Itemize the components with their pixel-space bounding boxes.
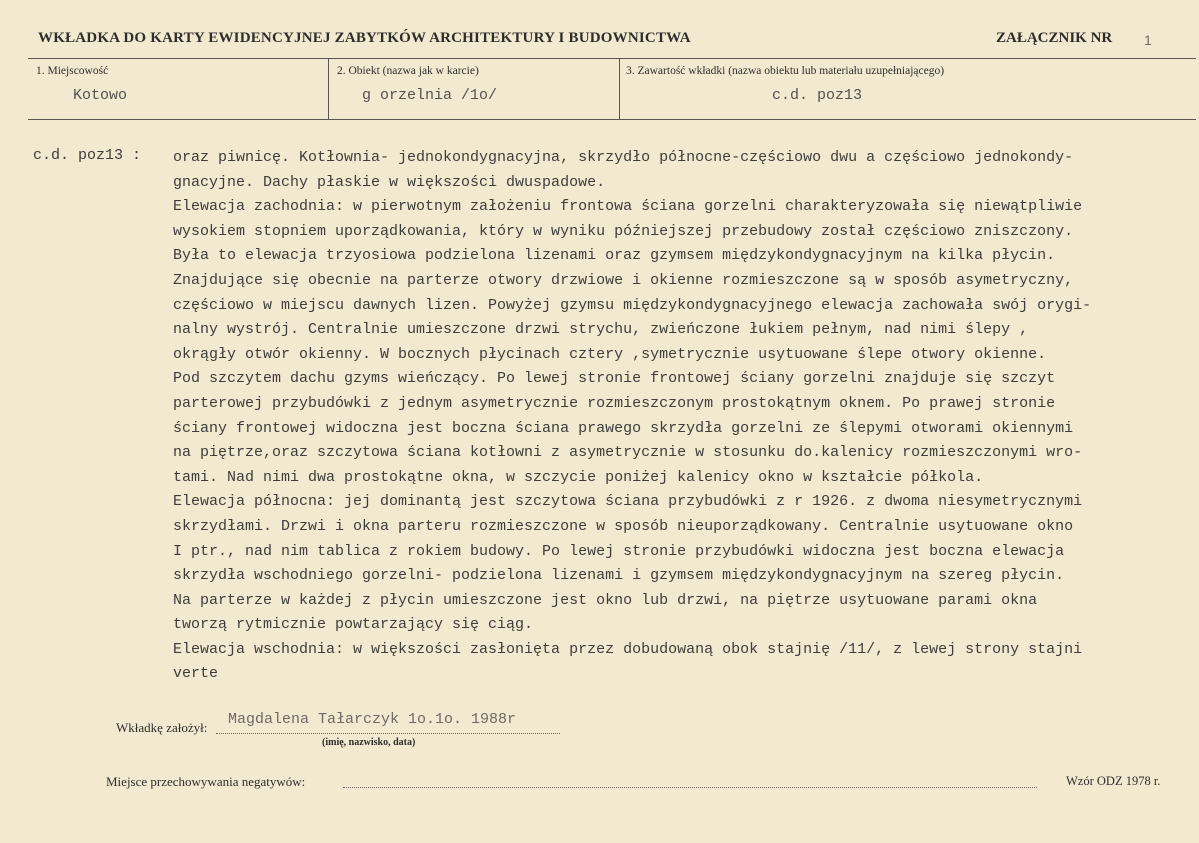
form-title: WKŁADKA DO KARTY EWIDENCYJNEJ ZABYTKÓW ARCHITEKTURY I BUDOWNICTWA xyxy=(38,30,691,46)
negatives-label: Miejsce przechowywania negatywów: xyxy=(106,774,306,789)
text-line: Pod szczytem dachu gzyms wieńczący. Po lewej stronie frontowej ściany gorzelni znajduje się szczyt xyxy=(173,370,1056,388)
text-line: Była to elewacja trzyosiowa podzielona lizenami oraz gzymsem międzykondygnacyjnym na kilka płycin. xyxy=(173,247,1056,265)
text-line: skrzydła wschodniego gorzelni- podzielona lizenami i gzymsem międzykondygnacyjnym na szereg płycin. xyxy=(173,567,1065,585)
field-label-content: 3. Zawartość wkładki (nazwa obiektu lub materiału uzupełniającego) xyxy=(626,65,945,77)
negatives-dotted-line xyxy=(343,787,1037,788)
field-value-content: c.d. poz13 xyxy=(772,87,863,104)
text-line: Elewacja północna: jej dominantą jest szczytowa ściana przybudówki z r 1926. z dwoma niesymetrycznymi xyxy=(173,493,1083,511)
form-template-id: Wzór ODZ 1978 r. xyxy=(1066,774,1161,788)
text-line: oraz piwnicę. Kotłownia- jednokondygnacyjna, skrzydło północne-częściowo dwu a częściowo jednokondy- xyxy=(173,149,1074,166)
text-line: tami. Nad nimi dwa prostokątne okna, w szczycie poniżej kalenicy okno w kształcie półkola. xyxy=(173,468,984,486)
text-line: Znajdujące się obecnie na parterze otwory drzwiowe i okienne rozmieszczone są w sposób asymetryczny, xyxy=(173,271,1074,289)
text-line: Elewacja zachodnia: w pierwotnym założeniu frontowa ściana gorzelni charakteryzowała się niewątpliwie xyxy=(173,198,1083,216)
text-line: Na parterze w każdej z płycin umieszczone jest okno lub drzwi, na piętrze usytuowane parami okna xyxy=(173,591,1038,609)
attachment-number: 1 xyxy=(1144,32,1152,48)
text-line: częściowo w miejscu dawnych lizen. Powyżej gzymsu międzykondygnacyjnego elewacja zachowała swój orygi- xyxy=(173,296,1092,314)
author-value: Magdalena Tałarczyk 1o.1o. 1988r xyxy=(228,711,517,728)
text-line: skrzydłami. Drzwi i okna parteru rozmieszczone w sposób nieuporządkowany. Centralnie usytuowane okno xyxy=(173,517,1074,535)
text-line: na piętrze,oraz szczytowa ściana kotłowni z asymetrycznie w stosunku do.kalenicy rozmieszczonymi wro- xyxy=(173,444,1083,462)
text-line: Elewacja wschodnia: w większości zasłonięta przez dobudowaną obok stajnię /11/, z lewej strony stajni xyxy=(173,640,1083,658)
continuation-reference: c.d. poz13 : xyxy=(33,147,142,164)
field-divider xyxy=(328,58,329,120)
description-text xyxy=(173,146,1193,687)
field-value-object: g orzelnia /1o/ xyxy=(362,87,498,104)
field-label-location: 1. Miejscowość xyxy=(36,65,109,77)
author-hint: (imię, nazwisko, data) xyxy=(322,737,416,748)
field-label-object: 2. Obiekt (nazwa jak w karcie) xyxy=(337,65,479,77)
text-line: gnacyjne. Dachy płaskie w większości dwuspadowe. xyxy=(173,173,606,191)
text-line: nalny wystrój. Centralnie umieszczone drzwi strychu, zwieńczone łukiem pełnym, nad nimi ślepy , xyxy=(173,321,1029,339)
text-line: parterowej przybudówki z jednym asymetrycznie rozmieszczonym prostokątnym oknem. Po prawej stronie xyxy=(173,394,1056,412)
text-line: ściany frontowej widoczna jest boczna ściana prawego skrzydła gorzelni ze ślepymi otworami okiennymi xyxy=(173,419,1074,437)
text-line: verte xyxy=(173,665,219,683)
text-line: tworzą rytmicznie powtarzający się ciąg. xyxy=(173,616,534,634)
field-value-location: Kotowo xyxy=(73,87,128,104)
text-line: wysokiem stopniem uporządkowania, który w wyniku późniejszej przebudowy został częściowo zniszczony. xyxy=(173,222,1074,240)
author-dotted-line xyxy=(216,733,560,734)
fields-box xyxy=(28,58,1196,120)
attachment-label: ZAŁĄCZNIK NR xyxy=(996,30,1113,46)
field-divider xyxy=(619,58,620,120)
text-line: okrągły otwór okienny. W bocznych płycinach cztery ,symetrycznie usytuowane ślepe otwory okienne. xyxy=(173,345,1047,363)
text-line: I ptr., nad nim tablica z rokiem budowy. Po lewej stronie przybudówki widoczna jest boczna elewacja xyxy=(173,542,1065,560)
author-label: Wkładkę założył: xyxy=(116,720,208,735)
